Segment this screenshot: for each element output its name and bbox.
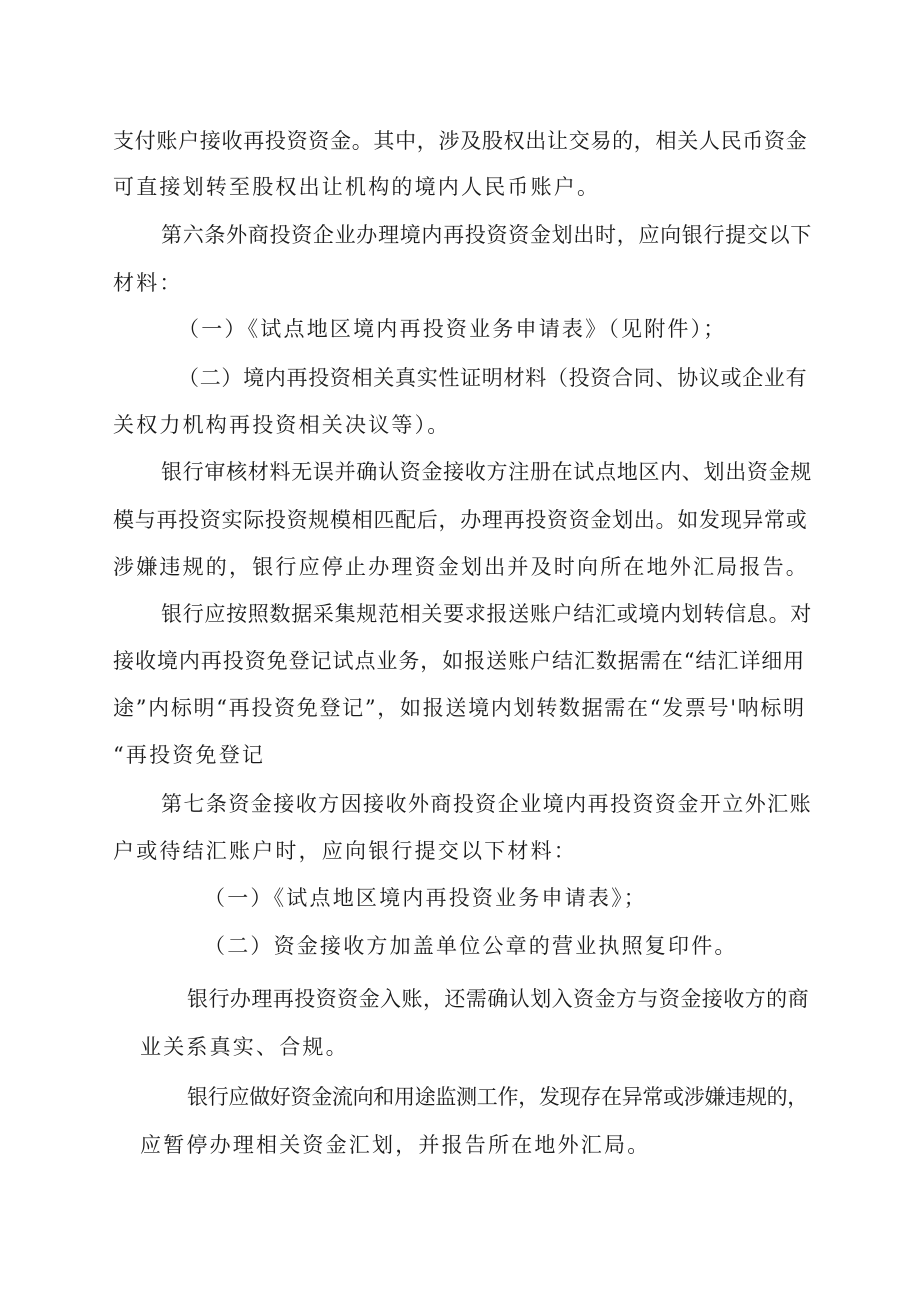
text-line-11: 银行应按照数据采集规范相关要求报送账户结汇或境内划转信息。对	[161, 602, 812, 626]
text-line-16: 户或待结汇账户时，应向银行提交以下材料：	[113, 839, 577, 863]
text-line-8: 银行审核材料无误并确认资金接收方注册在试点地区内、划出资金规	[161, 460, 812, 484]
text-line-21: 银行应做好资金流向和用途监测工作，发现存在异常或涉嫌违规的，	[187, 1085, 808, 1109]
text-line-1: 支付账户接收再投资资金。其中，涉及股权出让交易的，相关人民币资金	[113, 129, 808, 153]
text-line-13: 途”内标明“再投资免登记”，如报送境内划转数据需在“发票号'呐标明	[113, 696, 806, 720]
text-line-20: 业关系真实、合规。	[140, 1035, 349, 1059]
text-line-3: 第六条外商投资企业办理境内再投资资金划出时，应向银行提交以下	[161, 223, 812, 247]
text-line-22: 应暂停办理相关资金汇划，并报告所在地外汇局。	[140, 1133, 651, 1157]
text-line-10: 涉嫌违规的，银行应停止办理资金划出并及时向所在地外汇局报告。	[113, 555, 809, 579]
text-line-12: 接收境内再投资免登记试点业务，如报送账户结汇数据需在“结汇详细用	[113, 649, 806, 673]
text-line-19: 银行办理再投资资金入账，还需确认划入资金方与资金接收方的商	[187, 987, 810, 1011]
text-line-18: （二）资金接收方加盖单位公章的营业执照复印件。	[204, 934, 738, 958]
text-line-9: 模与再投资实际投资规模相匹配后，办理再投资资金划出。如发现异常或	[113, 508, 808, 532]
text-line-2: 可直接划转至股权出让机构的境内人民币账户。	[113, 175, 601, 199]
text-line-6: （二）境内再投资相关真实性证明材料（投资合同、协议或企业有	[178, 366, 808, 390]
text-line-5: （一）《试点地区境内再投资业务申请表》（见附件）；	[178, 317, 727, 341]
text-line-7: 关权力机构再投资相关决议等）。	[113, 413, 451, 437]
text-line-4: 材料：	[113, 271, 183, 295]
text-line-14: “再投资免登记	[113, 743, 266, 767]
text-line-17: （一）《试点地区境内再投资业务申请表》；	[204, 886, 647, 910]
text-line-15: 第七条资金接收方因接收外商投资企业境内再投资资金开立外汇账	[161, 792, 813, 816]
